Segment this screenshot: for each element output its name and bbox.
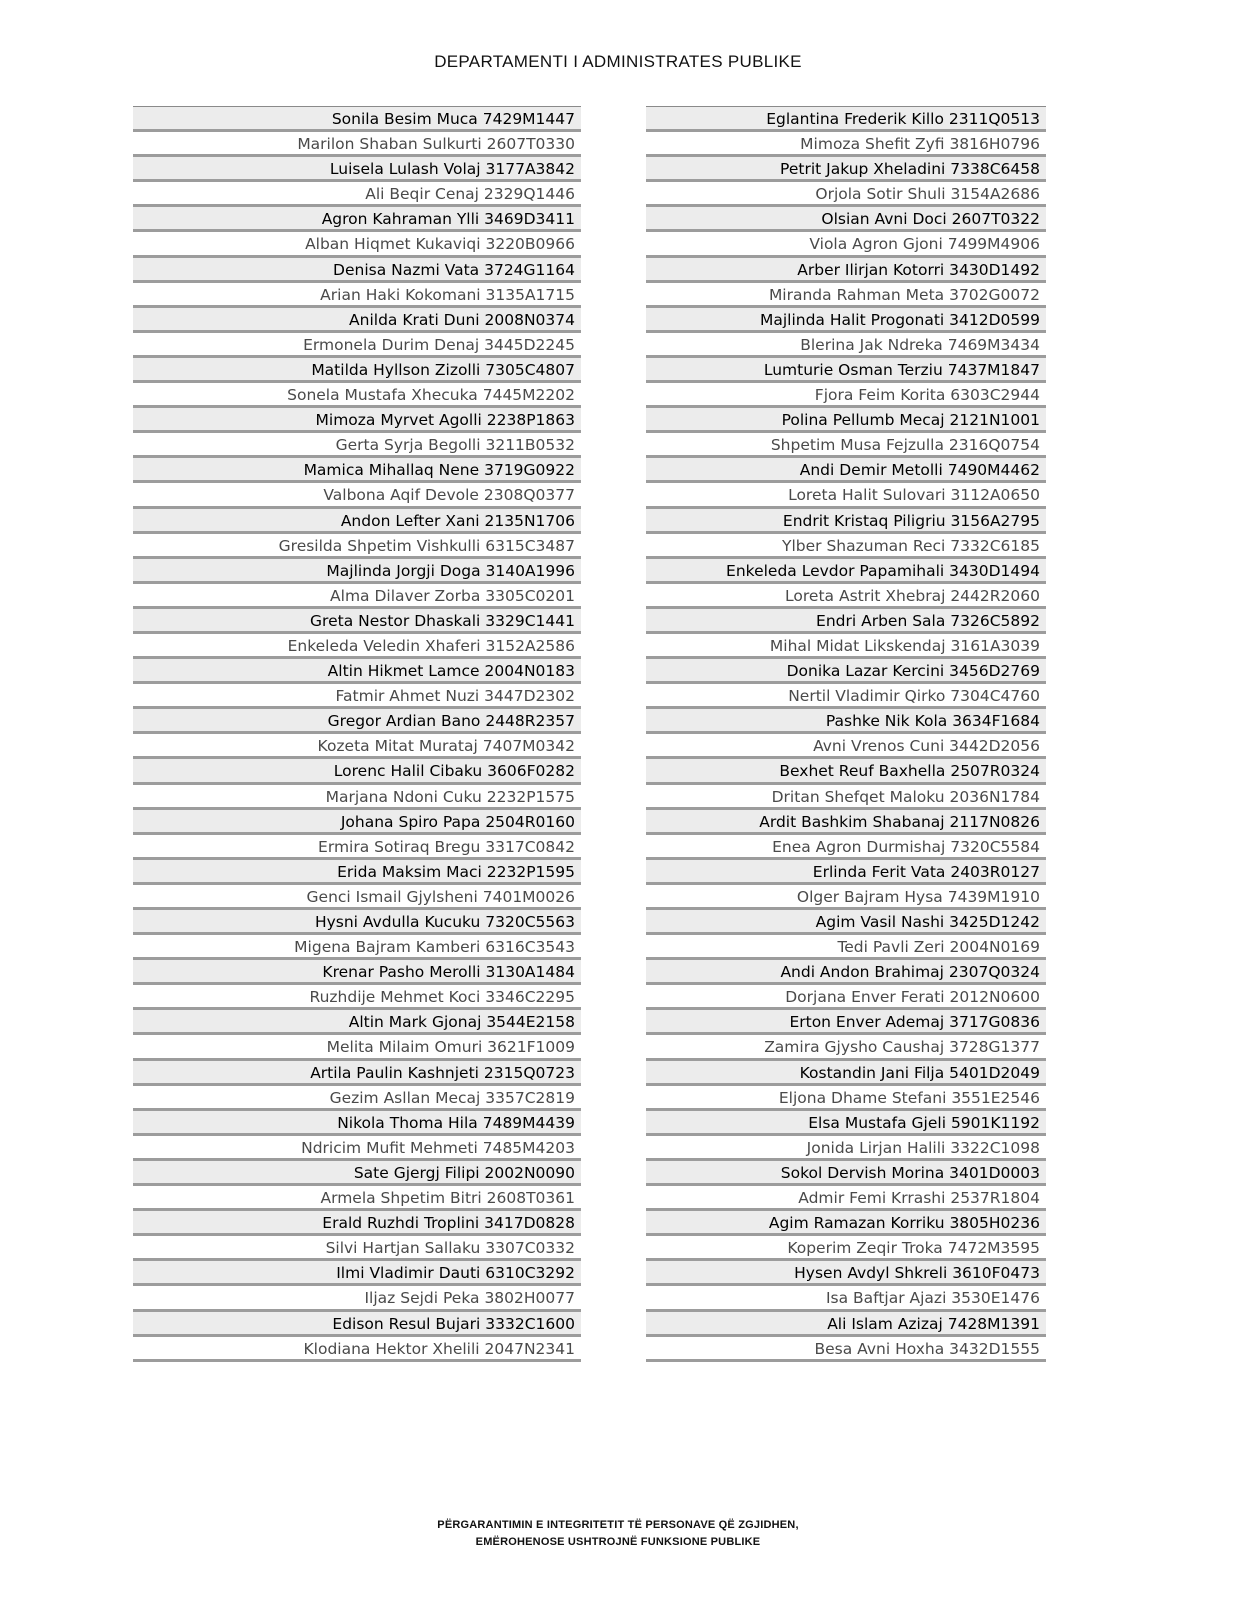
page-title: DEPARTAMENTI I ADMINISTRATES PUBLIKE bbox=[434, 52, 802, 71]
list-item: Fjora Feim Korita 6303C2944 bbox=[646, 383, 1046, 408]
list-item: Anilda Krati Duni 2008N0374 bbox=[133, 308, 581, 333]
list-item: Blerina Jak Ndreka 7469M3434 bbox=[646, 333, 1046, 358]
list-item: Lumturie Osman Terziu 7437M1847 bbox=[646, 358, 1046, 383]
list-item: Ruzhdije Mehmet Koci 3346C2295 bbox=[133, 985, 581, 1010]
list-item: Arian Haki Kokomani 3135A1715 bbox=[133, 283, 581, 308]
list-item: Hysen Avdyl Shkreli 3610F0473 bbox=[646, 1261, 1046, 1286]
list-item: Hysni Avdulla Kucuku 7320C5563 bbox=[133, 910, 581, 935]
list-item: Mimoza Myrvet Agolli 2238P1863 bbox=[133, 408, 581, 433]
list-item: Koperim Zeqir Troka 7472M3595 bbox=[646, 1236, 1046, 1261]
list-item: Genci Ismail Gjylsheni 7401M0026 bbox=[133, 885, 581, 910]
list-item: Klodiana Hektor Xhelili 2047N2341 bbox=[133, 1337, 581, 1362]
list-item: Matilda Hyllson Zizolli 7305C4807 bbox=[133, 358, 581, 383]
list-item: Ardit Bashkim Shabanaj 2117N0826 bbox=[646, 810, 1046, 835]
list-item: Petrit Jakup Xheladini 7338C6458 bbox=[646, 157, 1046, 182]
list-item: Shpetim Musa Fejzulla 2316Q0754 bbox=[646, 433, 1046, 458]
list-item: Besa Avni Hoxha 3432D1555 bbox=[646, 1337, 1046, 1362]
list-item: Iljaz Sejdi Peka 3802H0077 bbox=[133, 1286, 581, 1311]
list-item: Ylber Shazuman Reci 7332C6185 bbox=[646, 534, 1046, 559]
list-item: Greta Nestor Dhaskali 3329C1441 bbox=[133, 609, 581, 634]
left-name-list bbox=[133, 106, 581, 1362]
list-item: Denisa Nazmi Vata 3724G1164 bbox=[133, 258, 581, 283]
list-item: Loreta Astrit Xhebraj 2442R2060 bbox=[646, 584, 1046, 609]
list-item: Erida Maksim Maci 2232P1595 bbox=[133, 860, 581, 885]
list-item: Andon Lefter Xani 2135N1706 bbox=[133, 509, 581, 534]
list-item: Dritan Shefqet Maloku 2036N1784 bbox=[646, 785, 1046, 810]
list-item: Marilon Shaban Sulkurti 2607T0330 bbox=[133, 132, 581, 157]
list-item: Mihal Midat Likskendaj 3161A3039 bbox=[646, 634, 1046, 659]
list-item: Nikola Thoma Hila 7489M4439 bbox=[133, 1111, 581, 1136]
list-item: Ermonela Durim Denaj 3445D2245 bbox=[133, 333, 581, 358]
list-item: Bexhet Reuf Baxhella 2507R0324 bbox=[646, 759, 1046, 784]
list-item: Avni Vrenos Cuni 3442D2056 bbox=[646, 734, 1046, 759]
list-item: Enkeleda Veledin Xhaferi 3152A2586 bbox=[133, 634, 581, 659]
list-item: Ndricim Mufit Mehmeti 7485M4203 bbox=[133, 1136, 581, 1161]
list-item: Elsa Mustafa Gjeli 5901K1192 bbox=[646, 1111, 1046, 1136]
list-item: Eljona Dhame Stefani 3551E2546 bbox=[646, 1086, 1046, 1111]
list-item: Krenar Pasho Merolli 3130A1484 bbox=[133, 960, 581, 985]
list-item: Lorenc Halil Cibaku 3606F0282 bbox=[133, 759, 581, 784]
footer-line-1: PËRGARANTIMIN E INTEGRITETIT TË PERSONAVE QË ZGJIDHEN, bbox=[437, 1519, 799, 1531]
list-item: Kostandin Jani Filja 5401D2049 bbox=[646, 1061, 1046, 1086]
list-item: Mimoza Shefit Zyfi 3816H0796 bbox=[646, 132, 1046, 157]
list-item: Ali Beqir Cenaj 2329Q1446 bbox=[133, 182, 581, 207]
list-item: Agim Ramazan Korriku 3805H0236 bbox=[646, 1211, 1046, 1236]
list-item: Majlinda Halit Progonati 3412D0599 bbox=[646, 308, 1046, 333]
list-item: Gezim Asllan Mecaj 3357C2819 bbox=[133, 1086, 581, 1111]
list-item: Sokol Dervish Morina 3401D0003 bbox=[646, 1161, 1046, 1186]
list-item: Artila Paulin Kashnjeti 2315Q0723 bbox=[133, 1061, 581, 1086]
list-item: Andi Andon Brahimaj 2307Q0324 bbox=[646, 960, 1046, 985]
list-item: Silvi Hartjan Sallaku 3307C0332 bbox=[133, 1236, 581, 1261]
list-item: Edison Resul Bujari 3332C1600 bbox=[133, 1312, 581, 1337]
list-item: Polina Pellumb Mecaj 2121N1001 bbox=[646, 408, 1046, 433]
list-item: Ilmi Vladimir Dauti 6310C3292 bbox=[133, 1261, 581, 1286]
list-item: Eglantina Frederik Killo 2311Q0513 bbox=[646, 107, 1046, 132]
list-item: Armela Shpetim Bitri 2608T0361 bbox=[133, 1186, 581, 1211]
list-item: Donika Lazar Kercini 3456D2769 bbox=[646, 659, 1046, 684]
list-item: Olger Bajram Hysa 7439M1910 bbox=[646, 885, 1046, 910]
list-item: Enkeleda Levdor Papamihali 3430D1494 bbox=[646, 559, 1046, 584]
list-item: Zamira Gjysho Caushaj 3728G1377 bbox=[646, 1035, 1046, 1060]
list-item: Sonela Mustafa Xhecuka 7445M2202 bbox=[133, 383, 581, 408]
list-item: Majlinda Jorgji Doga 3140A1996 bbox=[133, 559, 581, 584]
list-item: Gerta Syrja Begolli 3211B0532 bbox=[133, 433, 581, 458]
list-item: Marjana Ndoni Cuku 2232P1575 bbox=[133, 785, 581, 810]
list-item: Pashke Nik Kola 3634F1684 bbox=[646, 709, 1046, 734]
list-item: Melita Milaim Omuri 3621F1009 bbox=[133, 1035, 581, 1060]
list-item: Alban Hiqmet Kukaviqi 3220B0966 bbox=[133, 232, 581, 257]
list-item: Migena Bajram Kamberi 6316C3543 bbox=[133, 935, 581, 960]
list-item: Fatmir Ahmet Nuzi 3447D2302 bbox=[133, 684, 581, 709]
list-item: Altin Hikmet Lamce 2004N0183 bbox=[133, 659, 581, 684]
list-item: Endrit Kristaq Piligriu 3156A2795 bbox=[646, 509, 1046, 534]
list-item: Jonida Lirjan Halili 3322C1098 bbox=[646, 1136, 1046, 1161]
list-item: Sate Gjergj Filipi 2002N0090 bbox=[133, 1161, 581, 1186]
list-item: Erton Enver Ademaj 3717G0836 bbox=[646, 1010, 1046, 1035]
list-item: Loreta Halit Sulovari 3112A0650 bbox=[646, 483, 1046, 508]
list-item: Orjola Sotir Shuli 3154A2686 bbox=[646, 182, 1046, 207]
list-item: Gresilda Shpetim Vishkulli 6315C3487 bbox=[133, 534, 581, 559]
list-item: Nertil Vladimir Qirko 7304C4760 bbox=[646, 684, 1046, 709]
list-item: Tedi Pavli Zeri 2004N0169 bbox=[646, 935, 1046, 960]
list-item: Ermira Sotiraq Bregu 3317C0842 bbox=[133, 835, 581, 860]
list-item: Arber Ilirjan Kotorri 3430D1492 bbox=[646, 258, 1046, 283]
list-item: Luisela Lulash Volaj 3177A3842 bbox=[133, 157, 581, 182]
list-item: Isa Baftjar Ajazi 3530E1476 bbox=[646, 1286, 1046, 1311]
list-item: Enea Agron Durmishaj 7320C5584 bbox=[646, 835, 1046, 860]
list-item: Altin Mark Gjonaj 3544E2158 bbox=[133, 1010, 581, 1035]
list-item: Alma Dilaver Zorba 3305C0201 bbox=[133, 584, 581, 609]
list-item: Kozeta Mitat Murataj 7407M0342 bbox=[133, 734, 581, 759]
list-item: Dorjana Enver Ferati 2012N0600 bbox=[646, 985, 1046, 1010]
list-item: Erald Ruzhdi Troplini 3417D0828 bbox=[133, 1211, 581, 1236]
list-item: Agim Vasil Nashi 3425D1242 bbox=[646, 910, 1046, 935]
list-item: Sonila Besim Muca 7429M1447 bbox=[133, 107, 581, 132]
list-item: Andi Demir Metolli 7490M4462 bbox=[646, 458, 1046, 483]
list-item: Ali Islam Azizaj 7428M1391 bbox=[646, 1312, 1046, 1337]
list-item: Olsian Avni Doci 2607T0322 bbox=[646, 207, 1046, 232]
list-item: Valbona Aqif Devole 2308Q0377 bbox=[133, 483, 581, 508]
list-item: Gregor Ardian Bano 2448R2357 bbox=[133, 709, 581, 734]
footer bbox=[0, 1517, 1236, 1551]
list-item: Agron Kahraman Ylli 3469D3411 bbox=[133, 207, 581, 232]
list-item: Viola Agron Gjoni 7499M4906 bbox=[646, 232, 1046, 257]
list-item: Erlinda Ferit Vata 2403R0127 bbox=[646, 860, 1046, 885]
footer-line-2: EMËROHENOSE USHTROJNË FUNKSIONE PUBLIKE bbox=[475, 1536, 761, 1548]
list-item: Johana Spiro Papa 2504R0160 bbox=[133, 810, 581, 835]
list-item: Mamica Mihallaq Nene 3719G0922 bbox=[133, 458, 581, 483]
list-item: Endri Arben Sala 7326C5892 bbox=[646, 609, 1046, 634]
list-item: Miranda Rahman Meta 3702G0072 bbox=[646, 283, 1046, 308]
right-name-list bbox=[646, 106, 1046, 1362]
list-item: Admir Femi Krrashi 2537R1804 bbox=[646, 1186, 1046, 1211]
